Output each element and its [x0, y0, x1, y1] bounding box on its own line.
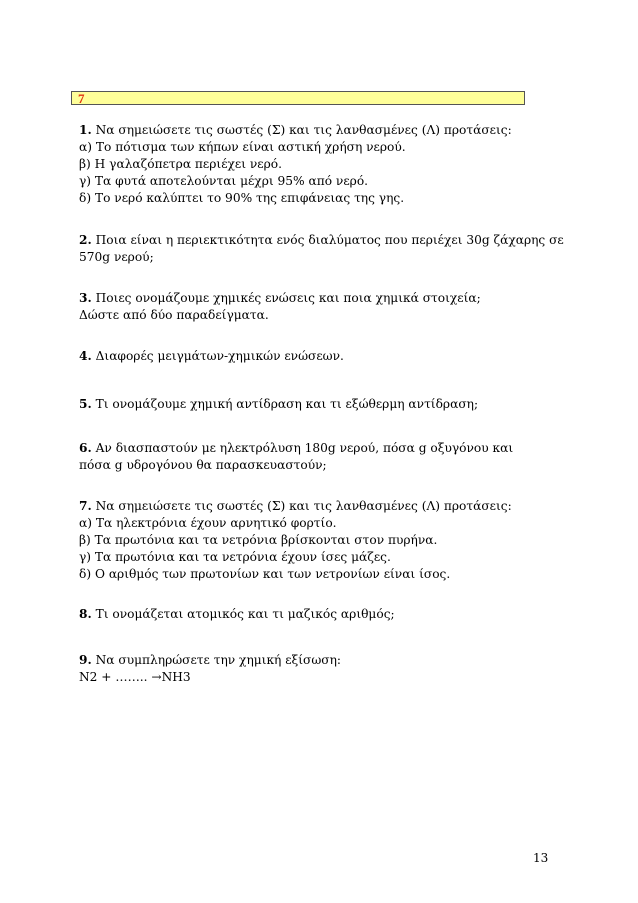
question-3	[79, 290, 481, 324]
question-number: 7.	[79, 499, 92, 513]
question-text: Τι ονομάζουμε χημική αντίδραση και τι εξώθερμη αντίδραση;	[95, 397, 479, 411]
question-line: γ) Τα πρωτόνια και τα νετρόνια έχουν ίσες μάζες.	[79, 550, 391, 564]
question-text: Αν διασπαστούν με ηλεκτρόλυση 180g νερού, πόσα g οξυγόνου και	[95, 441, 514, 455]
question-number: 1.	[79, 123, 92, 137]
question-8	[79, 606, 395, 623]
question-4	[79, 348, 344, 365]
question-number: 3.	[79, 291, 92, 305]
question-9	[79, 652, 341, 686]
question-line: Δώστε από δύο παραδείγματα.	[79, 308, 269, 322]
question-line: α) Τα ηλεκτρόνια έχουν αρνητικό φορτίο.	[79, 516, 337, 530]
question-line: α) Το πότισμα των κήπων είναι αστική χρήση νερού.	[79, 140, 406, 154]
question-number: 9.	[79, 653, 92, 667]
question-line: πόσα g υδρογόνου θα παρασκευαστούν;	[79, 458, 327, 472]
question-text: Ποια είναι η περιεκτικότητα ενός διαλύματος που περιέχει 30g ζάχαρης σε	[95, 233, 564, 247]
section-number: 7	[78, 91, 85, 106]
question-text: Τι ονομάζεται ατομικός και τι μαζικός αριθμός;	[95, 607, 395, 621]
question-line: δ) Ο αριθμός των πρωτονίων και των νετρονίων είναι ίσος.	[79, 567, 451, 581]
question-7	[79, 498, 512, 583]
question-number: 6.	[79, 441, 92, 455]
question-text: Διαφορές μειγμάτων-χημικών ενώσεων.	[95, 349, 344, 363]
question-number: 2.	[79, 233, 92, 247]
question-line: 570g νερού;	[79, 250, 154, 264]
section-header-box	[71, 91, 525, 105]
question-text: Να σημειώσετε τις σωστές (Σ) και τις λανθασμένες (Λ) προτάσεις:	[95, 123, 512, 137]
question-1	[79, 122, 512, 207]
question-line: γ) Τα φυτά αποτελούνται μέχρι 95% από νερό.	[79, 174, 369, 188]
question-text: Ποιες ονομάζουμε χημικές ενώσεις και ποια χημικά στοιχεία;	[95, 291, 481, 305]
question-text: Να συμπληρώσετε την χημική εξίσωση:	[95, 653, 342, 667]
question-line: β) Τα πρωτόνια και τα νετρόνια βρίσκονται στον πυρήνα.	[79, 533, 438, 547]
question-5	[79, 396, 478, 413]
question-text: Να σημειώσετε τις σωστές (Σ) και τις λανθασμένες (Λ) προτάσεις:	[95, 499, 512, 513]
page-number: 13	[533, 851, 549, 865]
question-line: β) Η γαλαζόπετρα περιέχει νερό.	[79, 157, 282, 171]
question-number: 5.	[79, 397, 92, 411]
question-6	[79, 440, 513, 474]
question-line: δ) Το νερό καλύπτει το 90% της επιφάνειας της γης.	[79, 191, 405, 205]
question-number: 4.	[79, 349, 92, 363]
question-2	[79, 232, 564, 266]
question-number: 8.	[79, 607, 92, 621]
question-line: N2 + …….. →NH3	[79, 670, 191, 684]
